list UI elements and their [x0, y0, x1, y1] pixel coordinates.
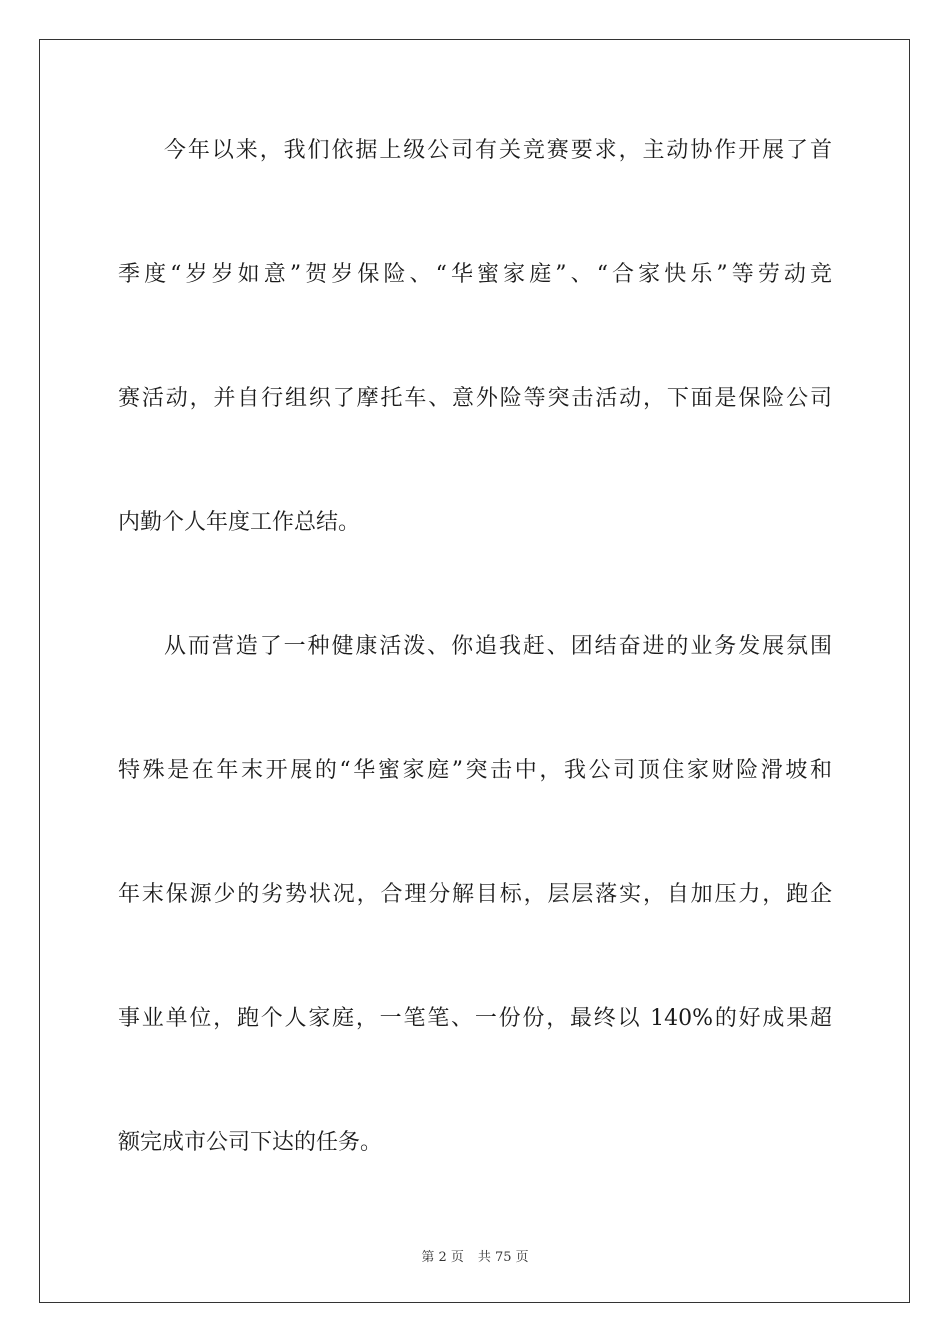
page-border [39, 39, 910, 1303]
paragraph-1-line-4: 内勤个人年度工作总结。 [118, 510, 361, 535]
paragraph-2-line-1: 从而营造了一种健康活泼、你追我赶、团结奋进的业务发展氛围 [164, 634, 832, 659]
paragraph-2-line-2: 特殊是在年末开展的“华蜜家庭”突击中，我公司顶住家财险滑坡和 [118, 758, 832, 783]
page-footer [0, 1246, 950, 1265]
total-pages: 共 75 页 [477, 1250, 529, 1265]
page-number: 第 2 页 [421, 1250, 464, 1265]
paragraph-2-line-5: 额完成市公司下达的任务。 [118, 1130, 383, 1155]
paragraph-2-line-4: 事业单位，跑个人家庭，一笔笔、一份份，最终以 140%的好成果超 [118, 1006, 832, 1031]
paragraph-1-line-2: 季度“岁岁如意”贺岁保险、“华蜜家庭”、“合家快乐”等劳动竞 [118, 262, 832, 287]
paragraph-1-line-1: 今年以来，我们依据上级公司有关竞赛要求，主动协作开展了首 [164, 138, 832, 163]
paragraph-1-line-3: 赛活动，并自行组织了摩托车、意外险等突击活动，下面是保险公司 [118, 386, 832, 411]
paragraph-2-line-3: 年末保源少的劣势状况，合理分解目标，层层落实，自加压力，跑企 [118, 882, 832, 907]
